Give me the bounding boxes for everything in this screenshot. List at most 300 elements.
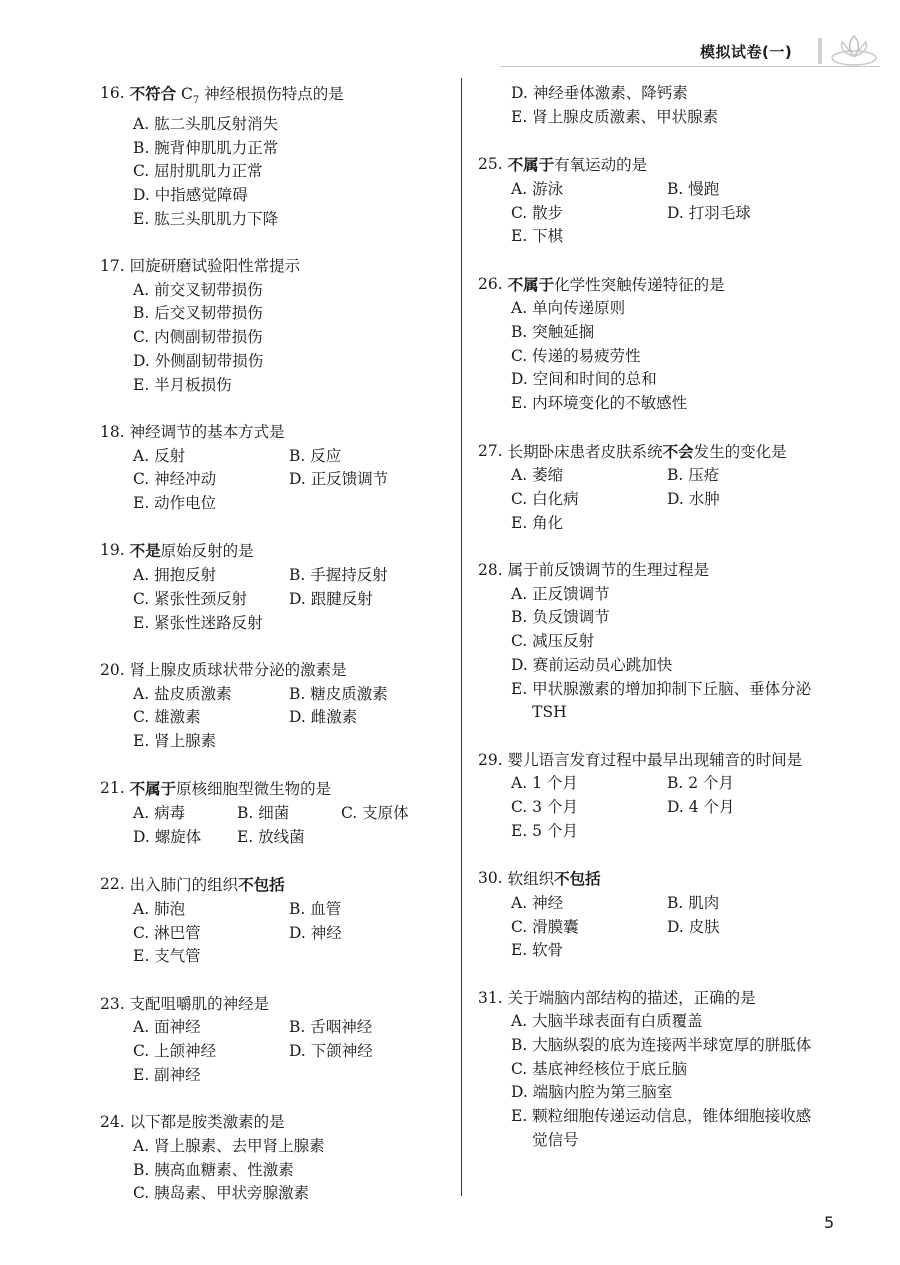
option-letter: E. [511, 513, 533, 532]
option-list [100, 1135, 445, 1206]
option-letter: C. [340, 804, 363, 823]
option-text: 拥抱反射 [154, 566, 217, 585]
option-text: 滑膜囊 [532, 917, 579, 936]
stem-text: 长期卧床患者皮肤系统 [507, 442, 663, 461]
question-number: 18. [100, 422, 130, 441]
option-letter: D. [133, 351, 155, 370]
option-text: 突触延搁 [532, 323, 595, 341]
answer-option [133, 588, 289, 612]
question-text [130, 777, 445, 802]
option-text: 萎缩 [532, 466, 564, 485]
answer-option [667, 488, 823, 512]
option-letter: A. [133, 446, 155, 465]
stem-text: 原核细胞型微生物的是 [176, 780, 332, 799]
answer-option [511, 178, 667, 202]
question-number: 19. [100, 541, 130, 560]
answer-option [667, 796, 823, 820]
answer-option [237, 826, 341, 850]
question-stem [100, 1111, 445, 1135]
option-list [478, 583, 823, 725]
option-list [100, 802, 445, 849]
option-letter: B. [667, 466, 689, 485]
option-text: 3 个月 [532, 798, 578, 817]
left-column [100, 82, 445, 1230]
option-text: 腕背伸肌肌力正常 [154, 138, 279, 157]
question-stem [478, 987, 823, 1011]
option-letter: D. [667, 203, 689, 222]
option-text: 水肿 [688, 489, 720, 508]
emphasis-text: 不属于 [507, 274, 555, 294]
option-letter: D. [511, 370, 533, 389]
answer-option [289, 445, 445, 469]
answer-option [133, 706, 289, 730]
option-text: 传递的易疲劳性 [532, 346, 641, 365]
question-stem [478, 867, 823, 892]
answer-option [511, 1058, 823, 1082]
option-text: 细菌 [258, 804, 290, 823]
emphasis-text: 不包括 [238, 875, 285, 895]
answer-option [511, 368, 823, 392]
option-letter: D. [289, 589, 311, 608]
emphasis-text: 不属于 [129, 779, 177, 799]
option-letter: E. [133, 209, 155, 228]
question-text [130, 659, 445, 683]
option-text: 角化 [532, 513, 564, 532]
question-number: 27. [478, 441, 508, 460]
option-letter: B. [289, 1018, 311, 1037]
question-stem [100, 421, 445, 445]
option-letter: C. [133, 1042, 155, 1061]
option-letter: D. [511, 1083, 533, 1102]
option-text: 淋巴管 [154, 923, 201, 942]
option-letter: B. [667, 774, 689, 793]
answer-option [133, 564, 289, 588]
option-text: 4 个月 [688, 798, 735, 817]
answer-option [511, 345, 823, 369]
question-block [100, 539, 445, 635]
answer-option [133, 1016, 289, 1040]
question-number: 22. [100, 875, 130, 894]
option-text: 下棋 [532, 227, 564, 246]
question-text [130, 82, 445, 113]
option-letter: E. [511, 394, 533, 413]
question-text [130, 421, 445, 445]
option-letter: C. [133, 470, 155, 489]
option-text: 紧张性颈反射 [154, 589, 248, 608]
running-header-title: 模拟试卷(一) [700, 43, 793, 61]
option-letter: A. [133, 899, 155, 918]
answer-option [133, 184, 445, 208]
question-stem [100, 777, 445, 802]
option-letter: B. [133, 1160, 155, 1179]
option-list [478, 297, 823, 416]
header-accent-bar [818, 38, 822, 64]
option-text: 打羽毛球 [688, 203, 751, 222]
question-number: 30. [478, 869, 508, 888]
question-block [100, 421, 445, 516]
emphasis-text: 不会 [662, 441, 694, 461]
question-stem [100, 659, 445, 683]
option-letter: C. [133, 708, 155, 727]
option-letter: D. [289, 470, 311, 489]
answer-option [511, 225, 667, 249]
answer-option [511, 106, 823, 130]
question-block [100, 777, 445, 849]
stem-text: 婴儿语言发育过程中最早出现辅音的时间是 [507, 750, 803, 769]
option-letter: E. [511, 107, 533, 126]
option-letter: D. [289, 1042, 311, 1061]
question-text [508, 749, 823, 773]
option-letter: E. [133, 947, 155, 966]
option-letter: D. [289, 923, 311, 942]
answer-option [511, 796, 667, 820]
answer-option [511, 512, 667, 536]
question-stem [478, 440, 823, 465]
answer-option [289, 468, 445, 492]
answer-option [289, 564, 445, 588]
answer-option [511, 630, 823, 654]
option-letter: A. [511, 584, 533, 603]
option-letter: E. [133, 375, 155, 394]
option-text: 散步 [532, 203, 564, 222]
option-text: 外侧副韧带损伤 [154, 351, 264, 370]
option-text: 雄激素 [154, 708, 201, 727]
option-text: 肾上腺皮质激素、甲状腺素 [532, 107, 719, 126]
option-text: 动作电位 [154, 494, 217, 513]
answer-option [133, 160, 445, 184]
answer-option [133, 350, 445, 374]
option-letter: A. [511, 893, 533, 912]
option-text: 正反馈调节 [532, 584, 610, 603]
option-text: 屈肘肌肌力正常 [154, 162, 263, 181]
option-text: 手握持反射 [310, 566, 388, 585]
option-text: 皮肤 [688, 917, 720, 936]
option-letter: B. [667, 893, 689, 912]
option-letter: D. [667, 798, 689, 817]
right-column [478, 82, 823, 1176]
option-text: 压疮 [688, 466, 720, 485]
option-letter: A. [511, 774, 533, 793]
answer-option [667, 178, 823, 202]
stem-text: 发生的变化是 [693, 442, 787, 461]
option-text: 放线菌 [258, 827, 305, 846]
stem-text: 回旋研磨试验阳性常提示 [129, 257, 301, 275]
answer-option [133, 302, 445, 326]
question-stem [100, 255, 445, 279]
option-letter: A. [133, 1136, 155, 1155]
option-text: 大脑纵裂的底为连接两半球宽厚的胼胝体 [532, 1036, 812, 1055]
question-block [100, 993, 445, 1088]
answer-option [133, 1040, 289, 1064]
question-text [130, 993, 445, 1017]
option-text: 胰岛素、甲状旁腺激素 [154, 1184, 310, 1203]
option-text: 后交叉韧带损伤 [154, 304, 263, 323]
option-letter: A. [511, 299, 533, 318]
question-number: 28. [478, 561, 508, 579]
option-letter: A. [133, 684, 155, 703]
page-number: 5 [824, 1213, 835, 1232]
answer-option [133, 468, 289, 492]
option-text: 前交叉韧带损伤 [154, 280, 263, 299]
option-letter: C. [511, 917, 533, 936]
answer-option [511, 772, 667, 796]
option-letter: D. [133, 827, 155, 846]
question-block [478, 153, 823, 249]
question-text [508, 153, 823, 178]
emphasis-text: 不符合 [129, 84, 177, 103]
question-text [130, 873, 445, 898]
answer-option [511, 820, 667, 844]
question-text [130, 255, 445, 279]
question-stem [478, 559, 823, 583]
answer-option [133, 326, 445, 350]
option-text: 中指感觉障碍 [154, 185, 248, 204]
option-text: 病毒 [154, 804, 186, 823]
answer-option [511, 678, 823, 725]
option-text: 神经 [532, 893, 564, 912]
answer-option [289, 1016, 445, 1040]
option-letter: E. [133, 613, 155, 632]
answer-option [133, 1064, 289, 1088]
answer-option [289, 588, 445, 612]
question-number: 17. [100, 257, 130, 275]
option-letter: B. [133, 138, 155, 157]
stem-text: 神经根损伤特点的是 [199, 85, 344, 103]
option-letter: D. [511, 655, 533, 674]
option-text: 神经冲动 [154, 470, 217, 489]
answer-option [667, 202, 823, 226]
option-letter: D. [289, 708, 311, 727]
option-letter: A. [133, 1018, 155, 1037]
question-stem [100, 993, 445, 1017]
option-list [100, 564, 445, 635]
option-letter: A. [511, 466, 533, 485]
answer-option [133, 445, 289, 469]
answer-option [133, 898, 289, 922]
question-block [478, 867, 823, 963]
stem-text: 软组织 [507, 870, 555, 889]
question-stem [100, 873, 445, 898]
answer-option [511, 202, 667, 226]
option-list [100, 898, 445, 969]
answer-option [133, 113, 445, 137]
option-letter: A. [511, 179, 533, 198]
option-letter: E. [511, 941, 533, 960]
option-text: 甲状腺激素的增加抑制下丘脑、垂体分泌 TSH [532, 679, 812, 722]
answer-option [133, 922, 289, 946]
answer-option [133, 137, 445, 161]
answer-option [511, 488, 667, 512]
option-letter: B. [289, 684, 311, 703]
option-list [478, 772, 823, 843]
option-letter: A. [133, 114, 155, 133]
option-text: 内侧副韧带损伤 [154, 328, 263, 347]
option-letter: C. [511, 346, 533, 365]
answer-option [341, 802, 445, 826]
answer-option [511, 1081, 823, 1105]
answer-option [511, 464, 667, 488]
option-list [100, 113, 445, 232]
question-block [478, 82, 823, 129]
option-text: 面神经 [154, 1018, 201, 1037]
option-letter: D. [667, 917, 689, 936]
answer-option [133, 1159, 445, 1183]
option-text: 内环境变化的不敏感性 [532, 394, 688, 413]
question-block [100, 82, 445, 231]
option-list [100, 683, 445, 754]
stem-text: 神经调节的基本方式是 [129, 422, 285, 441]
answer-option [511, 654, 823, 678]
option-text: 反应 [310, 446, 342, 465]
option-text: 雌激素 [310, 708, 358, 727]
option-text: 赛前运动员心跳加快 [532, 655, 673, 674]
question-number: 16. [100, 84, 130, 102]
question-block [100, 659, 445, 754]
option-letter: C. [133, 589, 155, 608]
option-letter: B. [289, 899, 311, 918]
question-number: 21. [100, 779, 130, 798]
option-text: 慢跑 [688, 179, 720, 198]
stem-text: 属于前反馈调节的生理过程是 [507, 561, 710, 579]
option-text: 半月板损伤 [154, 375, 232, 394]
option-text: 1 个月 [532, 774, 578, 793]
option-letter: C. [133, 328, 155, 347]
question-number: 24. [100, 1113, 130, 1132]
question-block [100, 1111, 445, 1206]
emphasis-text: 不包括 [554, 869, 601, 889]
answer-option [237, 802, 341, 826]
answer-option [133, 492, 289, 516]
option-text: 白化病 [532, 489, 579, 508]
column-divider [461, 78, 462, 1196]
question-text [508, 440, 823, 465]
option-text: 肱二头肌反射消失 [154, 114, 279, 133]
header-rule [500, 66, 880, 67]
answer-option [133, 279, 445, 303]
answer-option [133, 1135, 445, 1159]
option-letter: C. [511, 1059, 533, 1078]
answer-option [511, 939, 667, 963]
option-letter: D. [667, 489, 689, 508]
question-text [508, 273, 823, 298]
option-letter: B. [511, 608, 533, 627]
option-list [478, 178, 823, 249]
answer-option [511, 892, 667, 916]
answer-option [133, 683, 289, 707]
option-text: 盐皮质激素 [154, 684, 232, 703]
stem-text: 出入肺门的组织 [129, 876, 239, 895]
option-text: 跟腱反射 [310, 589, 373, 608]
option-text: 神经 [310, 923, 342, 942]
answer-option [667, 916, 823, 940]
answer-option [133, 826, 237, 850]
question-block [478, 987, 823, 1153]
option-list [478, 82, 823, 129]
option-text: 神经垂体激素、降钙素 [532, 84, 688, 102]
answer-option [133, 730, 289, 754]
answer-option [667, 772, 823, 796]
option-text: 大脑半球表面有白质覆盖 [532, 1012, 703, 1031]
question-block [478, 749, 823, 844]
stem-text: 肾上腺皮质球状带分泌的激素是 [129, 660, 347, 679]
question-block [478, 559, 823, 725]
option-list [478, 464, 823, 535]
lotus-logo-icon [828, 28, 880, 68]
stem-text: 原始反射的是 [160, 542, 254, 561]
option-text: 副神经 [154, 1065, 201, 1084]
option-text: 反射 [154, 446, 186, 465]
option-text: 上颌神经 [154, 1042, 217, 1061]
option-letter: E. [133, 494, 155, 513]
question-stem [478, 749, 823, 773]
answer-option [289, 922, 445, 946]
stem-text: 支配咀嚼肌的神经是 [129, 994, 270, 1013]
answer-option [511, 392, 823, 416]
option-letter: C. [511, 489, 533, 508]
answer-option [511, 297, 823, 321]
emphasis-text: 不属于 [507, 155, 555, 175]
question-stem [478, 153, 823, 178]
option-text: 负反馈调节 [532, 608, 610, 627]
question-text [130, 1111, 445, 1135]
answer-option [511, 1105, 823, 1152]
option-letter: B. [236, 804, 259, 823]
option-letter: B. [133, 304, 155, 323]
answer-option [289, 683, 445, 707]
option-letter: E. [236, 827, 259, 846]
answer-option [511, 583, 823, 607]
option-text: 支气管 [154, 947, 201, 966]
option-text: 紧张性迷路反射 [154, 613, 263, 632]
option-letter: B. [289, 446, 311, 465]
answer-option [667, 892, 823, 916]
stem-text: 7 [192, 95, 200, 107]
option-letter: B. [511, 323, 533, 341]
option-text: 舌咽神经 [310, 1018, 373, 1037]
option-text: 胰高血糖素、性激素 [154, 1160, 294, 1179]
question-number: 23. [100, 994, 130, 1013]
answer-option [289, 706, 445, 730]
option-letter: E. [511, 821, 533, 840]
option-letter: C. [511, 203, 533, 222]
option-text: 基底神经核位于底丘脑 [532, 1059, 688, 1078]
option-text: 软骨 [532, 941, 564, 960]
question-number: 31. [478, 988, 508, 1007]
option-text: 游泳 [532, 179, 564, 198]
answer-option [133, 802, 237, 826]
stem-text: C [176, 85, 193, 103]
option-text: 2 个月 [688, 774, 735, 793]
question-stem [100, 82, 445, 113]
option-letter: D. [511, 84, 533, 102]
answer-option [133, 208, 445, 232]
stem-text: 关于端脑内部结构的描述，正确的是 [507, 988, 756, 1007]
option-letter: C. [511, 632, 533, 651]
option-text: 单向传递原则 [532, 299, 626, 318]
option-text: 血管 [310, 899, 342, 918]
option-list [100, 445, 445, 516]
answer-option [511, 606, 823, 630]
option-text: 糖皮质激素 [310, 684, 388, 703]
option-letter: E. [133, 1065, 155, 1084]
option-letter: A. [511, 1012, 533, 1031]
option-text: 减压反射 [532, 632, 595, 651]
option-letter: A. [133, 566, 155, 585]
option-text: 正反馈调节 [310, 470, 389, 489]
answer-option [511, 1034, 823, 1058]
option-text: 下颌神经 [310, 1042, 373, 1061]
answer-option [133, 945, 289, 969]
